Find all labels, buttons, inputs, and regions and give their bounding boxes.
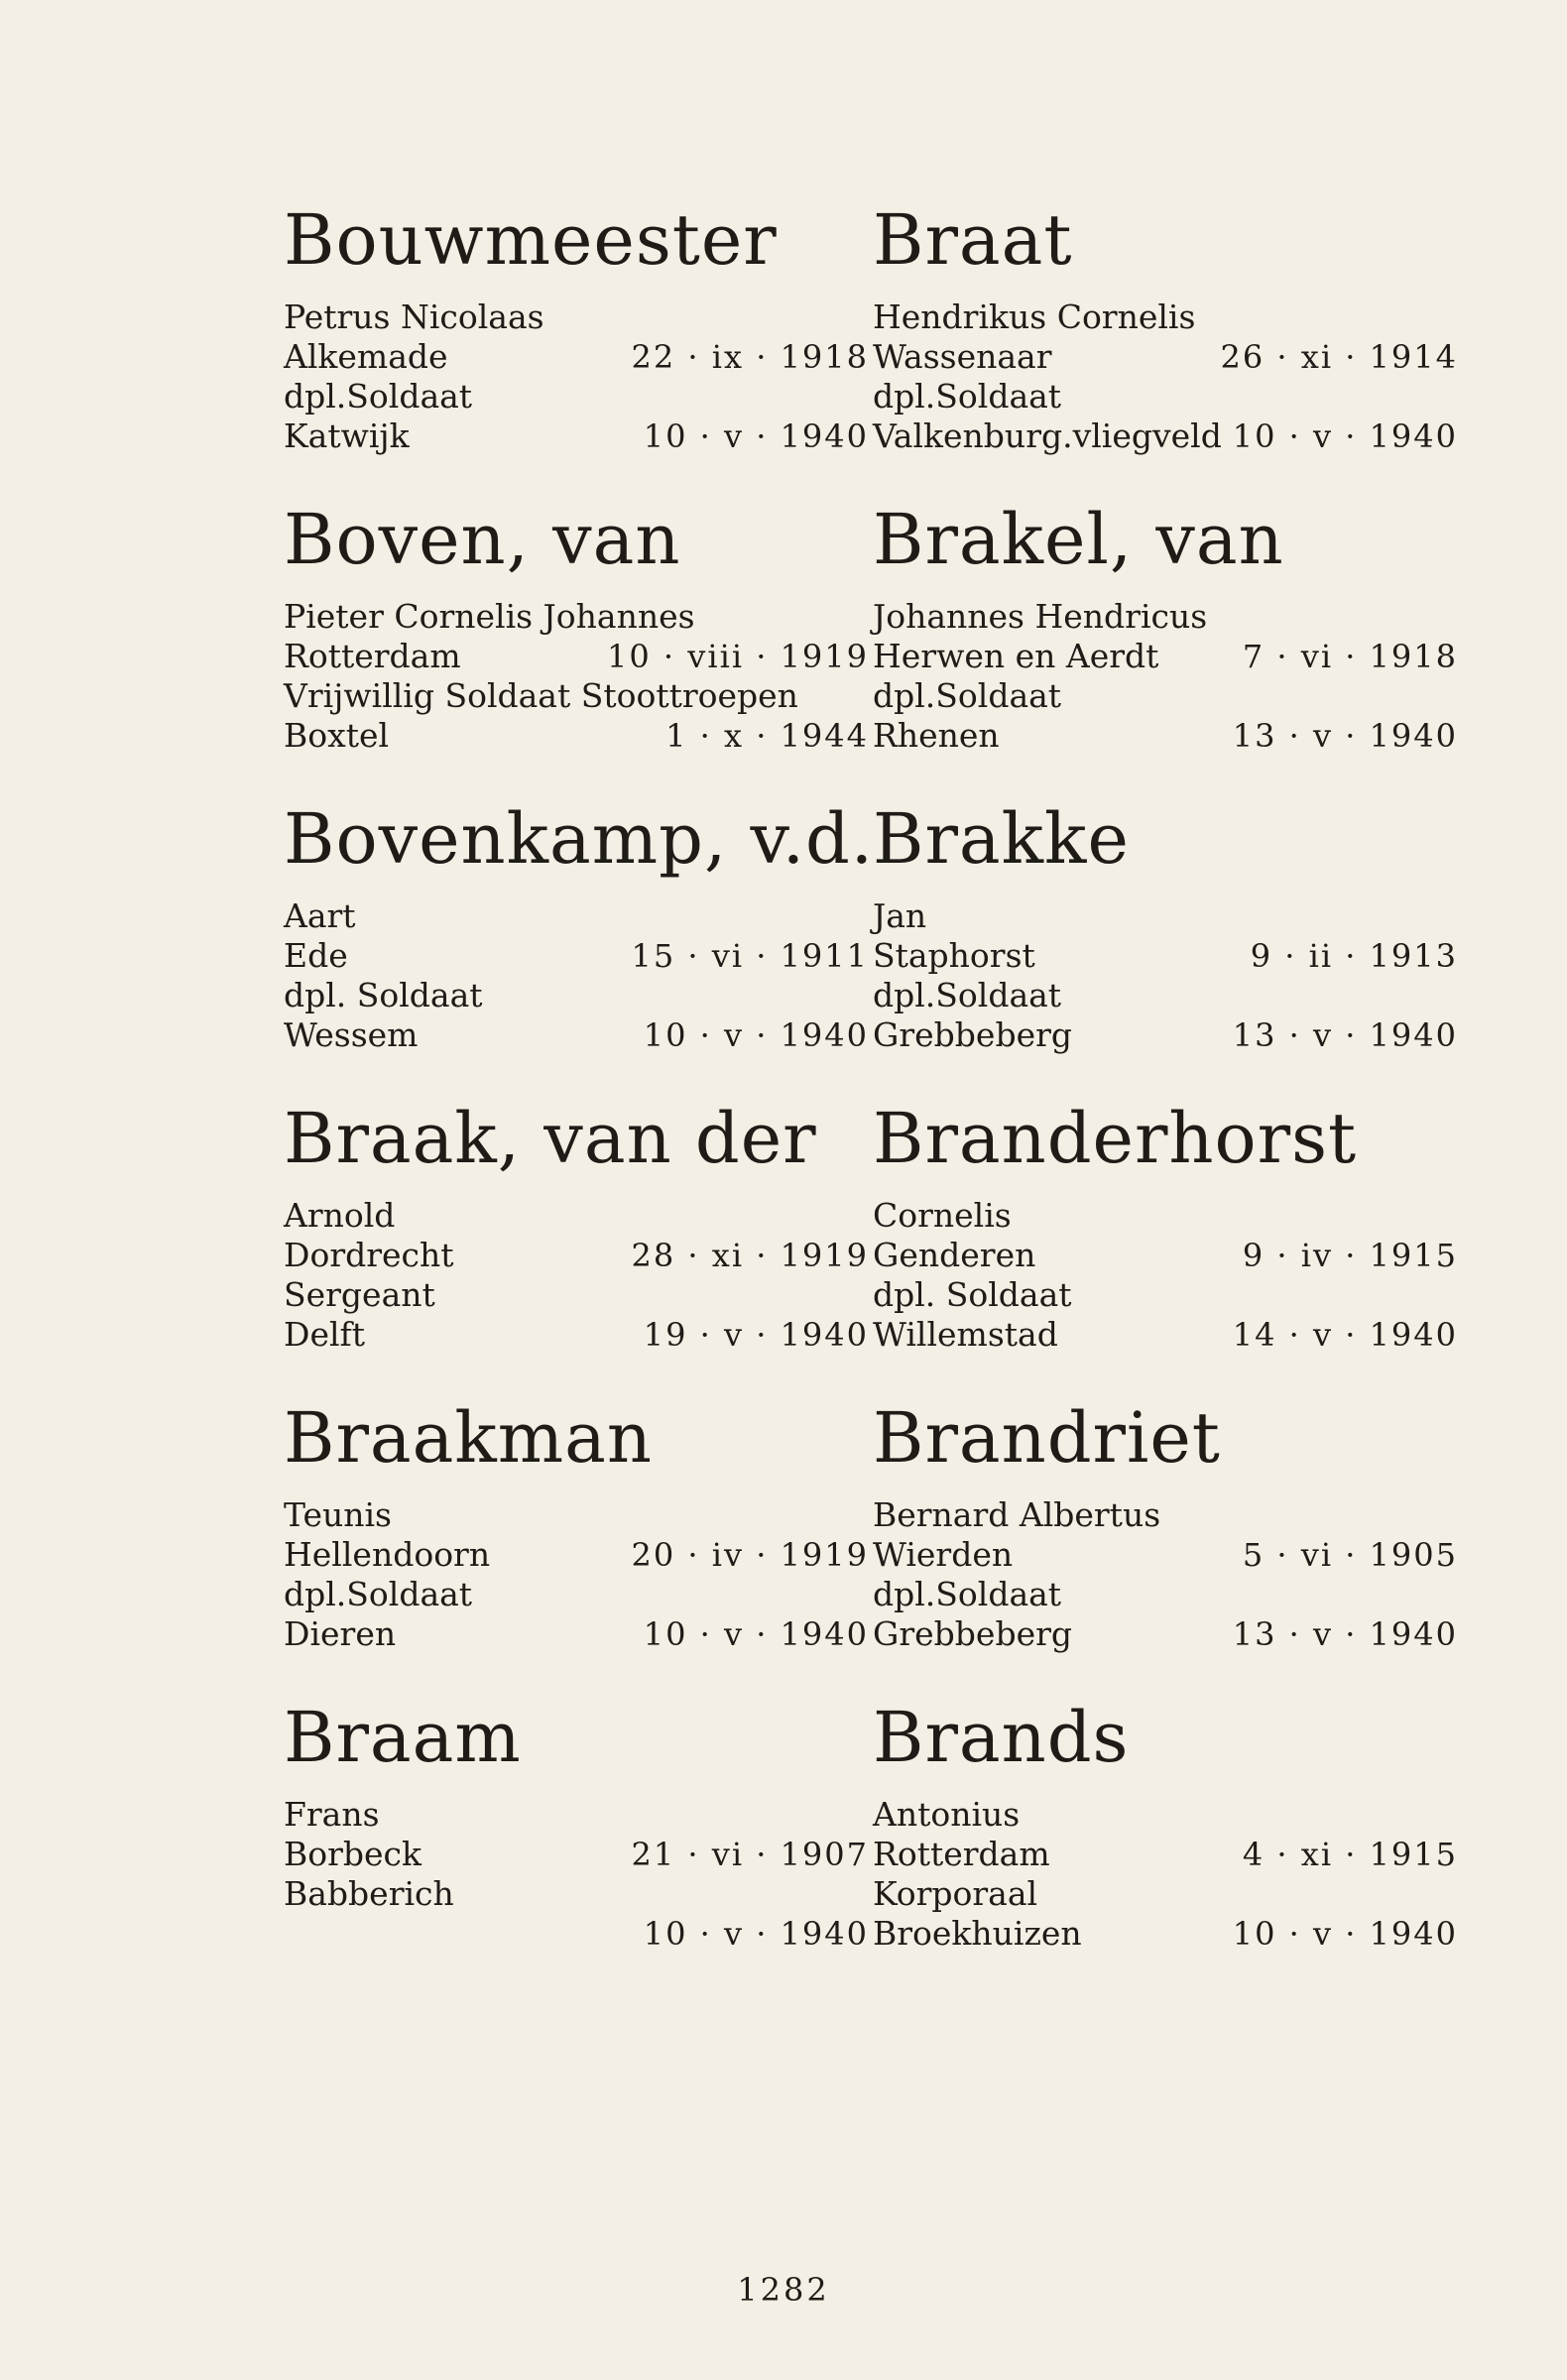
- rank: dpl.Soldaat: [873, 976, 1062, 1014]
- death-date: 10 · v · 1940: [643, 417, 869, 455]
- given-names: Petrus Nicolaas: [284, 298, 544, 336]
- surname: Branderhorst: [873, 1098, 1358, 1179]
- birth-date: 15 · vi · 1911: [631, 937, 869, 975]
- entry-bouwmeester: [284, 198, 869, 498]
- surname: Boven, van: [284, 499, 681, 580]
- death-date: 10 · v · 1940: [1232, 417, 1458, 455]
- entry-brandriet: [873, 1396, 1458, 1696]
- death-line: Boxtel 1 · x · 1944: [284, 716, 869, 755]
- given-names: Teunis: [284, 1495, 392, 1534]
- death-line: Dieren 10 · v · 1940: [284, 1614, 869, 1653]
- death-line: Valkenburg.vliegveld 10 · v · 1940: [873, 416, 1458, 455]
- surname: Braat: [873, 199, 1073, 281]
- death-date: 13 · v · 1940: [1232, 717, 1458, 755]
- given-names: Jan: [873, 896, 927, 935]
- death-date: 14 · v · 1940: [1232, 1316, 1458, 1354]
- surname: Brandriet: [873, 1397, 1221, 1479]
- page-number: 1282: [737, 2271, 830, 2309]
- entry-brakel-van: [873, 498, 1458, 797]
- birth-date: 5 · vi · 1905: [1242, 1536, 1458, 1574]
- death-date: 19 · v · 1940: [643, 1316, 869, 1354]
- rank: dpl.Soldaat: [873, 676, 1062, 715]
- birth-line: Hellendoorn 20 · iv · 1919: [284, 1535, 869, 1574]
- death-date: 10 · v · 1940: [643, 1915, 869, 1953]
- birth-line: Herwen en Aerdt 7 · vi · 1918: [873, 637, 1458, 675]
- death-line: Willemstad 14 · v · 1940: [873, 1315, 1458, 1354]
- given-names: Pieter Cornelis Johannes: [284, 597, 695, 636]
- given-names: Cornelis: [873, 1196, 1012, 1235]
- surname: Braak, van der: [284, 1098, 817, 1179]
- death-date: 13 · v · 1940: [1232, 1016, 1458, 1054]
- left-column: [284, 198, 875, 1995]
- death-line: Delft 19 · v · 1940: [284, 1315, 869, 1354]
- rank: Vrijwillig Soldaat Stoottroepen: [284, 676, 798, 715]
- entry-braam: [284, 1696, 869, 1995]
- rank: Korporaal: [873, 1874, 1038, 1913]
- birth-line: Ede 15 · vi · 1911: [284, 936, 869, 975]
- death-date: 10 · v · 1940: [643, 1016, 869, 1054]
- rank: dpl.Soldaat: [873, 377, 1062, 416]
- death-date: 10 · v · 1940: [643, 1615, 869, 1653]
- death-date: 1 · x · 1944: [665, 717, 869, 755]
- birth-line: Staphorst 9 · ii · 1913: [873, 936, 1458, 975]
- rank: dpl. Soldaat: [873, 1275, 1072, 1314]
- entry-braak-van-der: [284, 1097, 869, 1396]
- surname: Brakel, van: [873, 499, 1284, 580]
- birth-date: 9 · ii · 1913: [1250, 937, 1458, 975]
- birth-date: 22 · ix · 1918: [631, 338, 869, 376]
- rank: Babberich: [284, 1874, 454, 1913]
- death-date: 13 · v · 1940: [1232, 1615, 1458, 1653]
- given-names: Arnold: [284, 1196, 396, 1235]
- birth-date: 26 · xi · 1914: [1220, 338, 1458, 376]
- entry-brakke: [873, 797, 1458, 1097]
- given-names: Bernard Albertus: [873, 1495, 1161, 1534]
- birth-line: Wassenaar 26 · xi · 1914: [873, 337, 1458, 376]
- entry-braakman: [284, 1396, 869, 1696]
- death-line: Broekhuizen 10 · v · 1940: [873, 1914, 1458, 1953]
- birth-date: 9 · iv · 1915: [1242, 1237, 1458, 1274]
- rank: dpl.Soldaat: [873, 1575, 1062, 1613]
- given-names: Aart: [284, 896, 356, 935]
- entry-brands: [873, 1696, 1458, 1995]
- right-column: [873, 198, 1458, 1995]
- birth-date: 7 · vi · 1918: [1242, 638, 1458, 675]
- birth-line: Genderen 9 · iv · 1915: [873, 1236, 1458, 1274]
- birth-line: Rotterdam 10 · viii · 1919: [284, 637, 869, 675]
- rank: dpl. Soldaat: [284, 976, 483, 1014]
- birth-line: Borbeck 21 · vi · 1907: [284, 1835, 869, 1873]
- birth-date: 21 · vi · 1907: [631, 1836, 869, 1873]
- given-names: Frans: [284, 1795, 380, 1834]
- given-names: Johannes Hendricus: [873, 597, 1208, 636]
- surname: Braakman: [284, 1397, 653, 1479]
- death-date: 10 · v · 1940: [1232, 1915, 1458, 1953]
- death-line: Katwijk 10 · v · 1940: [284, 416, 869, 455]
- entry-boven-van: [284, 498, 869, 797]
- surname: Bouwmeester: [284, 199, 778, 281]
- death-line: Wessem 10 · v · 1940: [284, 1015, 869, 1054]
- death-line: Grebbeberg 13 · v · 1940: [873, 1015, 1458, 1054]
- given-names: Antonius: [873, 1795, 1021, 1834]
- entry-bovenkamp: [284, 797, 875, 1097]
- surname: Bovenkamp, v.d.: [284, 798, 875, 880]
- birth-date: 4 · xi · 1915: [1242, 1836, 1458, 1873]
- birth-date: 10 · viii · 1919: [607, 638, 869, 675]
- death-line: Grebbeberg 13 · v · 1940: [873, 1614, 1458, 1653]
- surname: Brakke: [873, 798, 1130, 880]
- death-line: Rhenen 13 · v · 1940: [873, 716, 1458, 755]
- surname: Brands: [873, 1697, 1130, 1778]
- rank: Sergeant: [284, 1275, 435, 1314]
- birth-date: 28 · xi · 1919: [631, 1237, 869, 1274]
- rank: dpl.Soldaat: [284, 1575, 473, 1613]
- birth-line: Alkemade 22 · ix · 1918: [284, 337, 869, 376]
- surname: Braam: [284, 1697, 522, 1778]
- birth-line: Rotterdam 4 · xi · 1915: [873, 1835, 1458, 1873]
- birth-date: 20 · iv · 1919: [631, 1536, 869, 1574]
- given-names: Hendrikus Cornelis: [873, 298, 1196, 336]
- rank: dpl.Soldaat: [284, 377, 473, 416]
- entry-braat: [873, 198, 1458, 498]
- entry-branderhorst: [873, 1097, 1458, 1396]
- birth-line: Dordrecht 28 · xi · 1919: [284, 1236, 869, 1274]
- death-line: [284, 1914, 869, 1954]
- birth-line: Wierden 5 · vi · 1905: [873, 1535, 1458, 1574]
